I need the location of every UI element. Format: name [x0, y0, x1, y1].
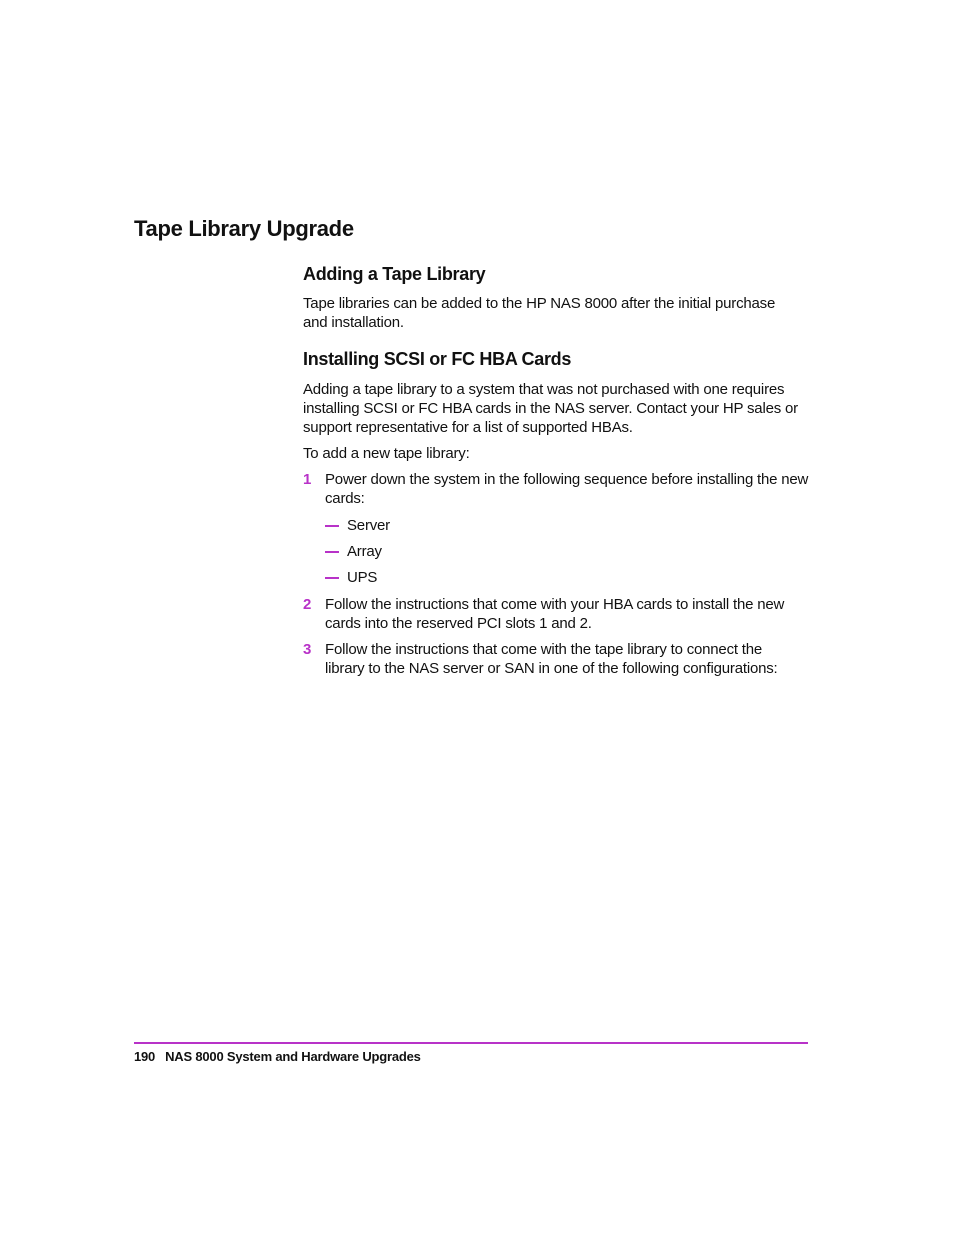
installing-paragraph-line: support representative for a list of supported HBAs. — [303, 419, 633, 436]
step-text-line: Follow the instructions that come with the tape library to connect the — [325, 641, 763, 658]
chapter-title: NAS 8000 System and Hardware Upgrades — [165, 1049, 421, 1064]
step-text-line: cards: — [325, 490, 365, 507]
step-text-line: Follow the instructions that come with your HBA cards to install the new — [325, 596, 785, 613]
step-number: 1 — [303, 471, 312, 488]
step-number: 3 — [303, 641, 312, 658]
step-number: 2 — [303, 596, 312, 613]
installing-paragraph-line: installing SCSI or FC HBA cards in the NAS server. Contact your HP sales or — [303, 400, 798, 417]
steps-intro: To add a new tape library: — [303, 445, 470, 462]
dash-bullet — [325, 525, 339, 527]
sub-item-server: Server — [347, 517, 390, 534]
adding-paragraph-line: and installation. — [303, 314, 404, 331]
dash-bullet — [325, 551, 339, 553]
section-title: Tape Library Upgrade — [134, 216, 354, 241]
step-text-line: library to the NAS server or SAN in one of the following configurations: — [325, 660, 778, 677]
footer-rule — [134, 1042, 808, 1044]
adding-heading: Adding a Tape Library — [303, 264, 486, 284]
installing-paragraph-line: Adding a tape library to a system that was not purchased with one requires — [303, 381, 785, 398]
page-number: 190 — [134, 1049, 156, 1064]
adding-paragraph — [303, 294, 813, 332]
step-text-line: cards into the reserved PCI slots 1 and 2. — [325, 615, 592, 632]
page-footer — [134, 1049, 421, 1064]
step-text — [325, 470, 815, 508]
installing-heading: Installing SCSI or FC HBA Cards — [303, 349, 572, 369]
sub-item-ups: UPS — [347, 569, 378, 586]
sub-item-array: Array — [347, 543, 382, 560]
adding-paragraph-line: Tape libraries can be added to the HP NAS 8000 after the initial purchase — [303, 295, 776, 312]
installing-paragraph — [303, 380, 813, 437]
step-text — [325, 595, 815, 633]
step-text — [325, 640, 815, 678]
step-text-line: Power down the system in the following sequence before installing the new — [325, 471, 809, 488]
dash-bullet — [325, 577, 339, 579]
